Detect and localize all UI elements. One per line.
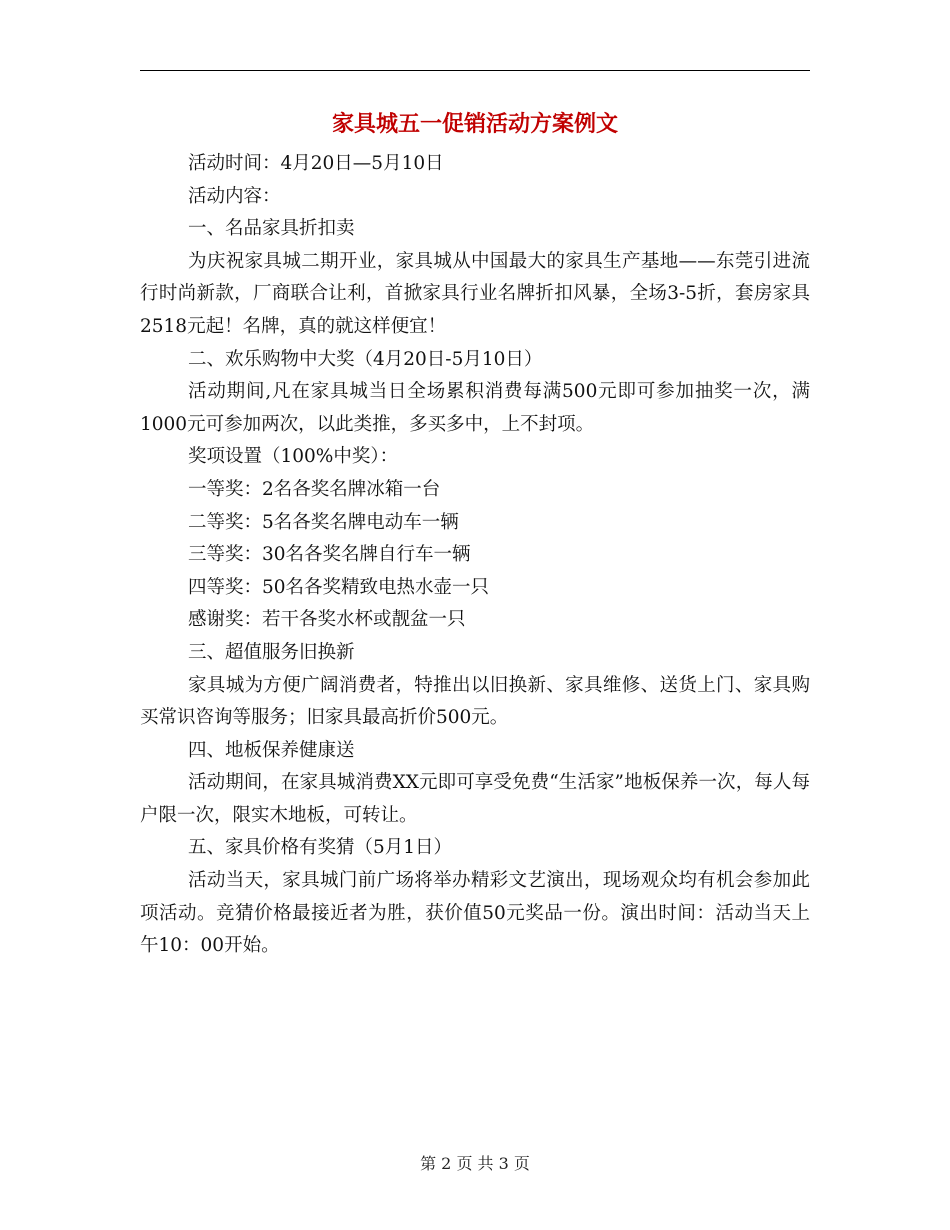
paragraph-section-5: 活动当天，家具城门前广场将举办精彩文艺演出，现场观众均有机会参加此项活动。竞猜价格最接近者为胜，获价值50元奖品一份。演出时间：活动当天上午10：00开始。 <box>140 870 810 957</box>
prize-item-first: 一等奖：2名各奖名牌冰箱一台 <box>188 478 441 500</box>
header-rule <box>140 70 810 71</box>
document-title: 家具城五一促销活动方案例文 <box>331 112 618 137</box>
prize-item-fourth: 四等奖：50名各奖精致电热水壶一只 <box>188 576 490 598</box>
prize-item-thanks: 感谢奖：若干各奖水杯或靓盆一只 <box>188 609 466 631</box>
section-heading-1: 一、名品家具折扣卖 <box>188 218 355 240</box>
paragraph-section-2: 活动期间,凡在家具城当日全场累积消费每满500元即可参加抽奖一次，满1000元可参加两次，以此类推，多买多中，上不封项。 <box>140 381 810 435</box>
document-body <box>140 148 810 963</box>
paragraph-activity-content-label: 活动内容： <box>188 185 281 207</box>
prize-settings-label: 奖项设置（100%中奖）： <box>188 446 399 468</box>
paragraph-activity-time: 活动时间：4月20日—5月10日 <box>188 153 444 174</box>
paragraph-section-3: 家具城为方便广阔消费者，特推出以旧换新、家具维修、送货上门、家具购买常识咨询等服务；旧家具最高折价500元。 <box>140 674 810 729</box>
paragraph-section-1: 为庆祝家具城二期开业，家具城从中国最大的家具生产基地——东莞引进流行时尚新款，厂商联合让利，首掀家具行业名牌折扣风暴，全场3-5折，套房家具2518元起！名牌，真的就这样便宜！ <box>140 250 810 337</box>
section-heading-2: 二、欢乐购物中大奖（4月20日-5月10日） <box>188 348 543 370</box>
section-heading-4: 四、地板保养健康送 <box>188 739 355 761</box>
page-footer: 第 2 页 共 3 页 <box>420 1154 530 1173</box>
section-heading-3: 三、超值服务旧换新 <box>188 641 355 663</box>
prize-item-third: 三等奖：30名各奖名牌自行车一辆 <box>188 544 471 566</box>
prize-item-second: 二等奖：5名各奖名牌电动车一辆 <box>188 511 459 533</box>
paragraph-section-4: 活动期间，在家具城消费XX元即可享受免费“生活家”地板保养一次，每人每户限一次，限实木地板，可转让。 <box>140 772 810 826</box>
section-heading-5: 五、家具价格有奖猜（5月1日） <box>188 837 453 859</box>
